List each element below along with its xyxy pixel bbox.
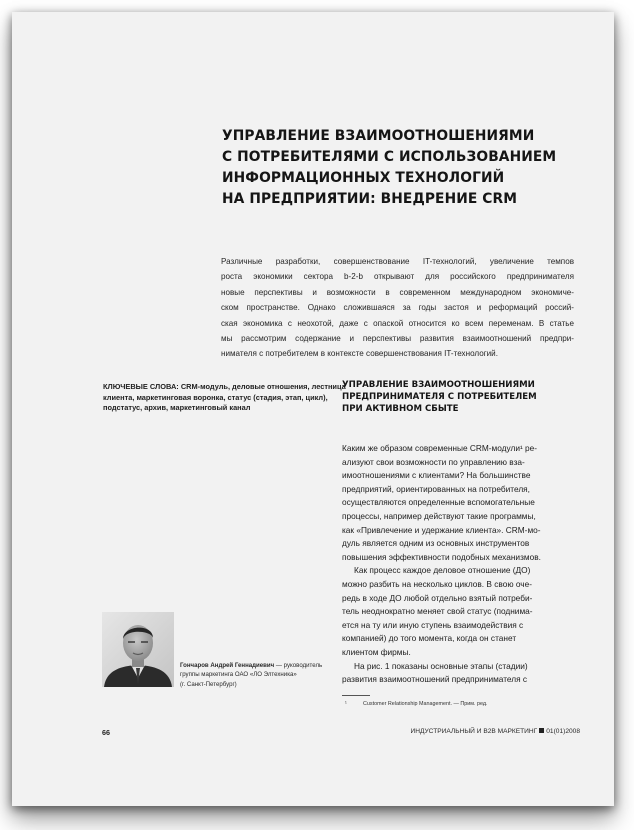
- journal-page: [12, 12, 614, 806]
- author-info: [180, 661, 340, 689]
- body-line: развития взаимоотношений предпринимателя с: [342, 674, 528, 685]
- abstract-line: ском пространстве. Однако сложившаяся за годы застоя и реформаций россий-: [221, 303, 574, 313]
- section-heading-line: ПРЕДПРИНИМАТЕЛЯ С ПОТРЕБИТЕЛЕМ: [342, 392, 537, 403]
- journal-name: ИНДУСТРИАЛЬНЫЙ И B2B МАРКЕТИНГ: [410, 728, 538, 735]
- body-line: ется на ту или иную ступень взаимодействия с: [342, 619, 524, 630]
- body-line: ализуют свои возможности по управлению вза-: [342, 456, 525, 467]
- body-line: предприятий, ориентированных на потребителя,: [342, 483, 530, 494]
- body-line: дуль является одним из основных инструментов: [342, 538, 530, 549]
- author-line: группы маркетинга ОАО «ЛО Элтехника»: [180, 671, 297, 679]
- body-line: осуществляются определенные вспомогательные: [342, 497, 535, 508]
- journal-issue: 01(01)2008: [546, 728, 580, 735]
- article-title: [222, 126, 602, 210]
- author-line: [180, 661, 340, 670]
- section-heading: [342, 379, 582, 416]
- body-line: На рис. 1 показаны основные этапы (стадии): [354, 660, 528, 671]
- footnote-mark: ¹: [345, 701, 347, 707]
- abstract-line: нимателя с потребителем в контексте совершенствования IT-технологий.: [221, 349, 498, 359]
- body-line: как «Привлечение и удержание клиента». CRM-мо-: [342, 524, 541, 535]
- abstract-line: ская экономика с неохотой, даже с опаской относится ко всем переменам. В статье: [221, 318, 574, 328]
- body-line: процессы, например действуют такие программы,: [342, 510, 536, 521]
- body-line: Как процесс каждое деловое отношение (ДО): [354, 565, 531, 576]
- black-square-icon: [539, 728, 544, 733]
- abstract-line: новые перспективы и возможности в современном международном экономиче-: [221, 287, 574, 297]
- article-title-line: ИНФОРМАЦИОННЫХ ТЕХНОЛОГИЙ: [222, 170, 505, 186]
- author-portrait-icon: [102, 612, 174, 687]
- keywords-text: CRM-модуль, деловые отношения, лестница: [180, 382, 346, 391]
- body-line: Каким же образом современные CRM-модули¹ ре-: [342, 443, 538, 453]
- page-number: 66: [102, 728, 110, 737]
- body-line: тель неоднократно меняет свой статус (поднима-: [342, 606, 533, 617]
- section-heading-line: ПРИ АКТИВНОМ СБЫТЕ: [342, 404, 459, 415]
- body-line: компанией) до того момента, когда он станет: [342, 633, 517, 644]
- body-line: клиентом фирмы.: [342, 646, 411, 657]
- article-title-line: УПРАВЛЕНИЕ ВЗАИМООТНОШЕНИЯМИ: [222, 128, 535, 144]
- author-role: — руководитель: [274, 662, 323, 669]
- keywords-block: [103, 382, 346, 414]
- footnote: [345, 700, 585, 708]
- body-line: имоотношениями с клиентами? На большинстве: [342, 470, 531, 481]
- article-abstract: [221, 254, 574, 362]
- abstract-line: роста экономики сектора b-2-b открывают для российского предпринимателя: [221, 272, 574, 282]
- body-line: повышения эффективности подобных механизмов.: [342, 551, 541, 562]
- author-photo: [102, 612, 174, 687]
- footnote-text: Customer Relationship Management. — Прим. ред.: [363, 701, 488, 707]
- abstract-line: мы рассмотрим содержание и перспективы развития взаимоотношений предпри-: [221, 334, 574, 344]
- author-city: (г. Санкт-Петербург): [180, 680, 237, 688]
- article-title-line: С ПОТРЕБИТЕЛЯМИ С ИСПОЛЬЗОВАНИЕМ: [222, 149, 557, 165]
- keywords-label: КЛЮЧЕВЫЕ СЛОВА:: [103, 382, 179, 391]
- footnote-rule: [342, 695, 370, 696]
- keywords-line: подстатус, архив, маркетинговый канал: [103, 403, 251, 413]
- section-heading-line: УПРАВЛЕНИЕ ВЗАИМООТНОШЕНИЯМИ: [342, 380, 535, 390]
- abstract-line: Различные разработки, совершенствование IT-технологий, увеличение темпов: [221, 257, 574, 266]
- running-footer: [342, 728, 580, 735]
- body-line: можно разбить на несколько циклов. В свою оче-: [342, 578, 532, 589]
- keywords-line: [103, 382, 346, 393]
- body-text: [342, 442, 574, 687]
- body-line: редь в ходе ДО любой отдельно взятый потреби-: [342, 592, 533, 603]
- keywords-line: клиента, маркетинговая воронка, статус (стадия, этап, цикл),: [103, 392, 328, 402]
- article-title-line: НА ПРЕДПРИЯТИИ: ВНЕДРЕНИЕ CRM: [222, 191, 518, 207]
- author-name: Гончаров Андрей Геннадиевич: [180, 662, 275, 669]
